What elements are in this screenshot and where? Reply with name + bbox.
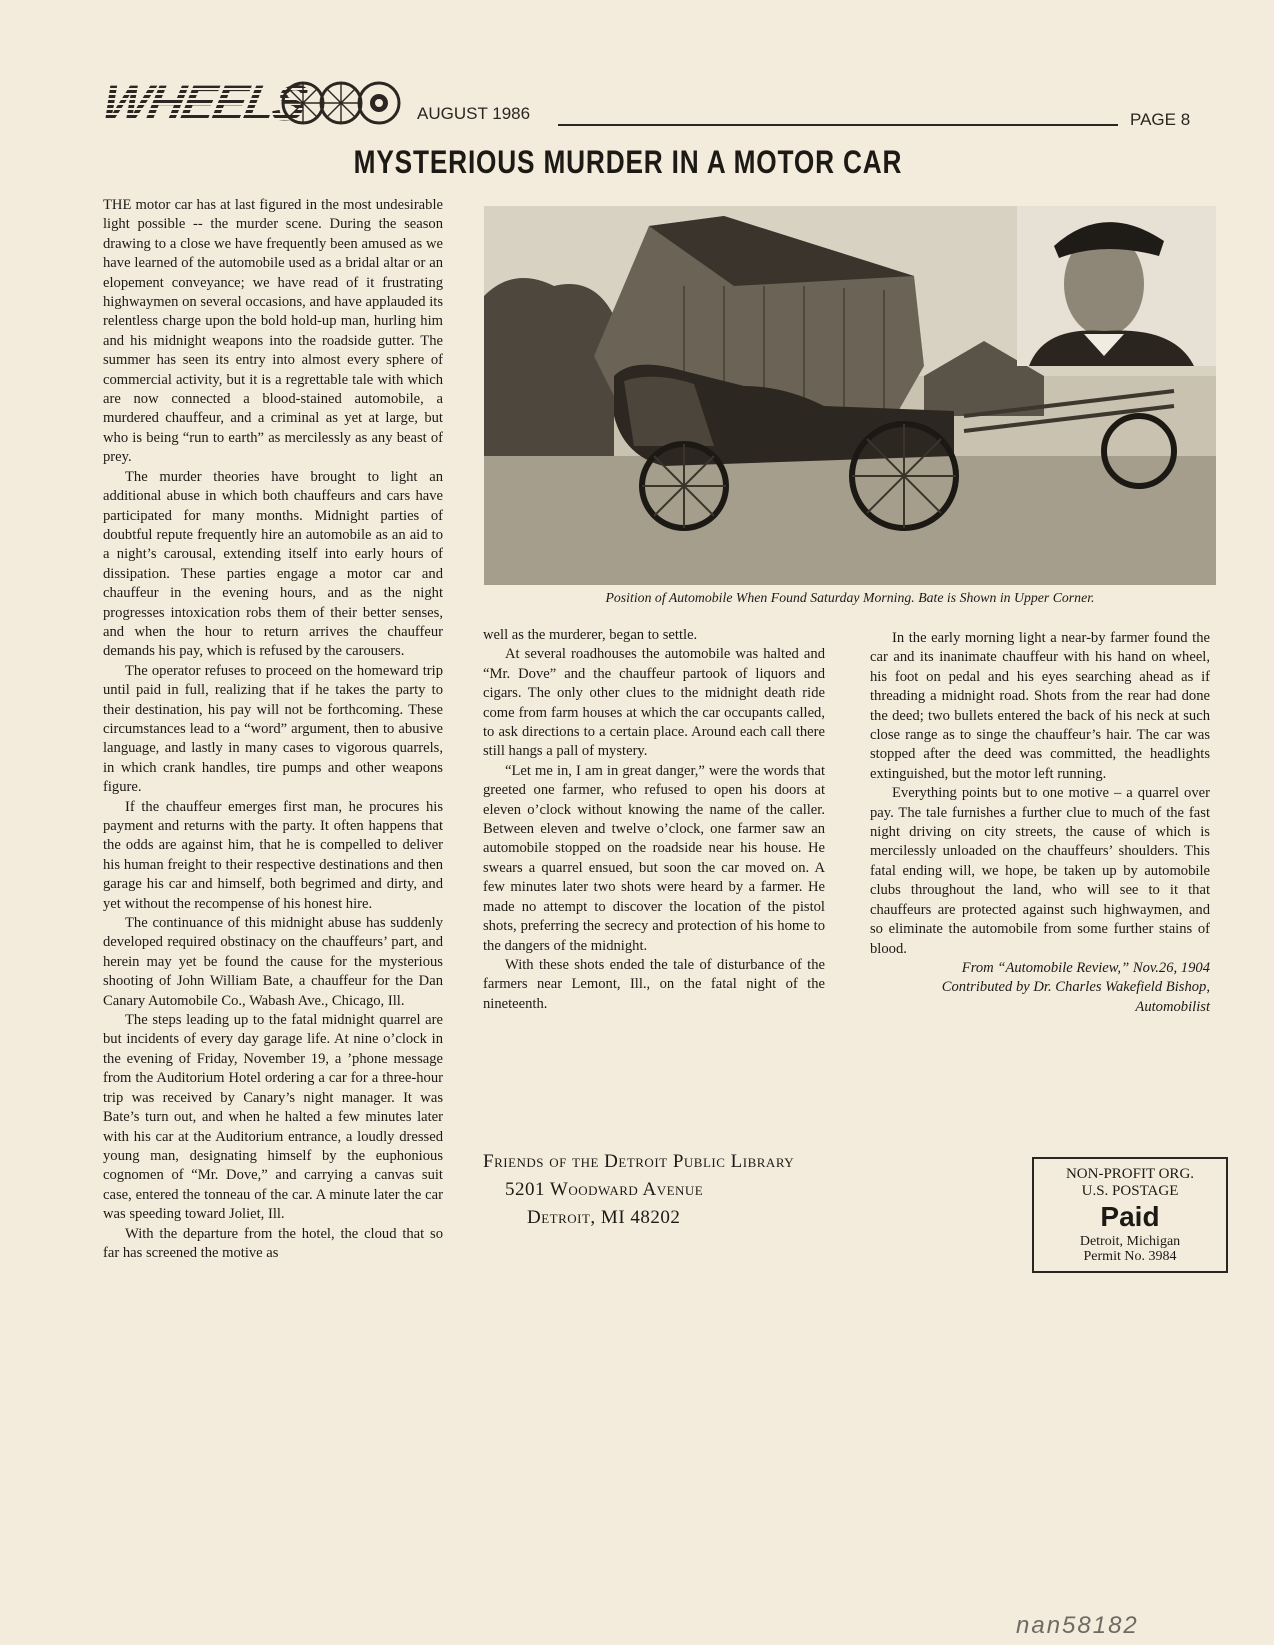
postage-city: Detroit, Michigan	[1079, 1234, 1181, 1249]
article-photo	[484, 206, 1216, 585]
car-at-barn-photo	[484, 206, 1216, 585]
wheels-logo: WHEELS	[97, 75, 311, 131]
paragraph: THE motor car has at last figured in the most undesirable light possible -- the murder scene. During the season drawing to a close we have frequently been amused as we have learned of the automobile used as a bridal altar or an elopement conveyance; we have read of it frustrating highwaymen on several occasions, and have applauded its relentless charge upon the bold hold-up man, hurling him and his midnight weapons into the roadside gutter. The summer has seen its entry into almost every sphere of commercial activity, but it is a regrettable tale with which are now connected a blood-stained automobile, a murdered chauffeur, and a criminal as yet at large, but who is being “run to earth” as mercilessly as any beast of prey.	[103, 197, 443, 466]
attribution-source: From “Automobile Review,” Nov.26, 1904	[961, 959, 1210, 976]
article-column-2	[483, 626, 825, 1014]
paragraph: The operator refuses to proceed on the homeward trip until paid in full, realizing that if he takes the party to their destination, his pay will not be forthcoming. These circumstances lead to a “word” argument, then to abusive language, and lastly in many cases to vigorous quarrels, in which crank handles, tire pumps and other weapons figure.	[103, 662, 443, 796]
paragraph: In the early morning light a near-by farmer found the car and its inanimate chauffeur with his hand on wheel, his foot on pedal and his eyes searching ahead as if threading a midnight road. Shots from the rear had done the deed; two bullets entered the back of his neck at such close range as to singe the chauffeur’s hair. The car was stopped after the deed was committed, the headlights extinguished, but the motor left running.	[870, 630, 1210, 782]
paragraph: With the departure from the hotel, the cloud that so far has screened the motive as	[103, 1225, 443, 1261]
postage-paid: Paid	[1100, 1201, 1160, 1232]
attribution-contributor: Contributed by Dr. Charles Wakefield Bishop,	[941, 979, 1210, 996]
address-city: Detroit, MI 48202	[527, 1207, 681, 1228]
postage-indicia	[1032, 1157, 1228, 1273]
postage-org: NON-PROFIT ORG.	[1065, 1166, 1195, 1182]
headline: MYSTERIOUS MURDER IN A MOTOR CAR	[353, 144, 903, 180]
attribution-title: Automobilist	[1135, 998, 1210, 1015]
issue-date: AUGUST 1986	[417, 104, 531, 123]
archive-number: nan58182	[1016, 1612, 1139, 1639]
paragraph: With these shots ended the tale of disturbance of the farmers near Lemont, Ill., on the fatal night of the nineteenth.	[483, 956, 825, 1012]
article-column-3	[870, 629, 1210, 1017]
paragraph: “Let me in, I am in great danger,” were the words that greeted one farmer, who refused to open his doors at eleven o’clock without knowing the name of the caller. Between eleven and twelve o’clock, one farmer saw an automobile stopped on the roadside near his house. He swears a quarrel ensued, but soon the car moved on. A few minutes later two shots were heard by a farmer. He made no attempt to discover the location of the pistol shots, preferring the secrecy and protection of his home to the dangers of the midnight.	[483, 762, 825, 954]
paragraph: At several roadhouses the automobile was halted and “Mr. Dove” and the chauffeur partook of liquors and cigars. The only other clues to the midnight death ride come from farm houses at which the car occupants called, to ask directions to a certain place. Around each call there still hangs a pall of mystery.	[483, 646, 825, 760]
article-column-1	[103, 196, 443, 1263]
mailing-address	[483, 1148, 794, 1232]
paragraph: The continuance of this midnight abuse has suddenly developed required obstinacy on the chauffeurs’ part, and herein may yet be found the cause for the mysterious shooting of John William Bate, a chauffeur for the Dan Canary Automobile Co., Wabash Ave., Chicago, Ill.	[103, 915, 443, 1009]
page-number: PAGE 8	[1130, 110, 1191, 129]
photo-caption: Position of Automobile When Found Saturday Morning. Bate is Shown in Upper Corner.	[605, 590, 1095, 605]
paragraph: If the chauffeur emerges first man, he procures his payment and returns with the party. It often happens that the odds are against him, that he is compelled to deliver his human freight to their respective destinations and then garage his car and himself, both begrimed and dirty, and yet without the recompense of his honest hire.	[103, 798, 443, 912]
masthead	[97, 75, 1203, 131]
masthead-rule	[558, 124, 1118, 126]
postage-label: U.S. POSTAGE	[1081, 1183, 1179, 1199]
postage-permit: Permit No. 3984	[1083, 1249, 1177, 1264]
address-street: 5201 Woodward Avenue	[505, 1179, 704, 1200]
paragraph: well as the murderer, began to settle.	[483, 627, 698, 643]
paragraph: The murder theories have brought to light an additional abuse in which both chauffeurs and cars have participated for many months. Midnight parties of doubtful repute frequently hire an automobile as an aid to a night’s carousal, extending itself into early hours of dissipation. These parties engage a motor car and chauffeur in the evening hours, and as the night progresses intoxication robs them of their better senses, and when the hour to return arrives the chauffeur demands his pay, which is refused by the carousers.	[103, 468, 443, 660]
address-organization: Friends of the Detroit Public Library	[483, 1151, 795, 1172]
paragraph: The steps leading up to the fatal midnight quarrel are but incidents of every day garage life. At nine o’clock in the evening of Friday, November 19, a ’phone message from the Auditorium Hotel ordering a car for a three-hour trip was received by Canary’s night manager. It was Bate’s turn out, and when he halted a few minutes later with his car at the Auditorium entrance, a loudly dressed young man, designating himself by the euphonious cognomen of “Mr. Dove,” and carrying a canvas suit case, entered the tonneau of the car. A minute later the car was speeding toward Joliet, Ill.	[103, 1012, 443, 1223]
paragraph: Everything points but to one motive – a quarrel over pay. The tale furnishes a further clue to much of the fast night driving on city streets, the cause of which is mercilessly unloaded on the chauffeurs’ shoulders. This fatal ending will, we hope, be taken up by automobile clubs throughout the land, who will see to it that chauffeurs are protected against such highwaymen, and so eliminate the automobile from some further stains of blood.	[870, 785, 1210, 957]
